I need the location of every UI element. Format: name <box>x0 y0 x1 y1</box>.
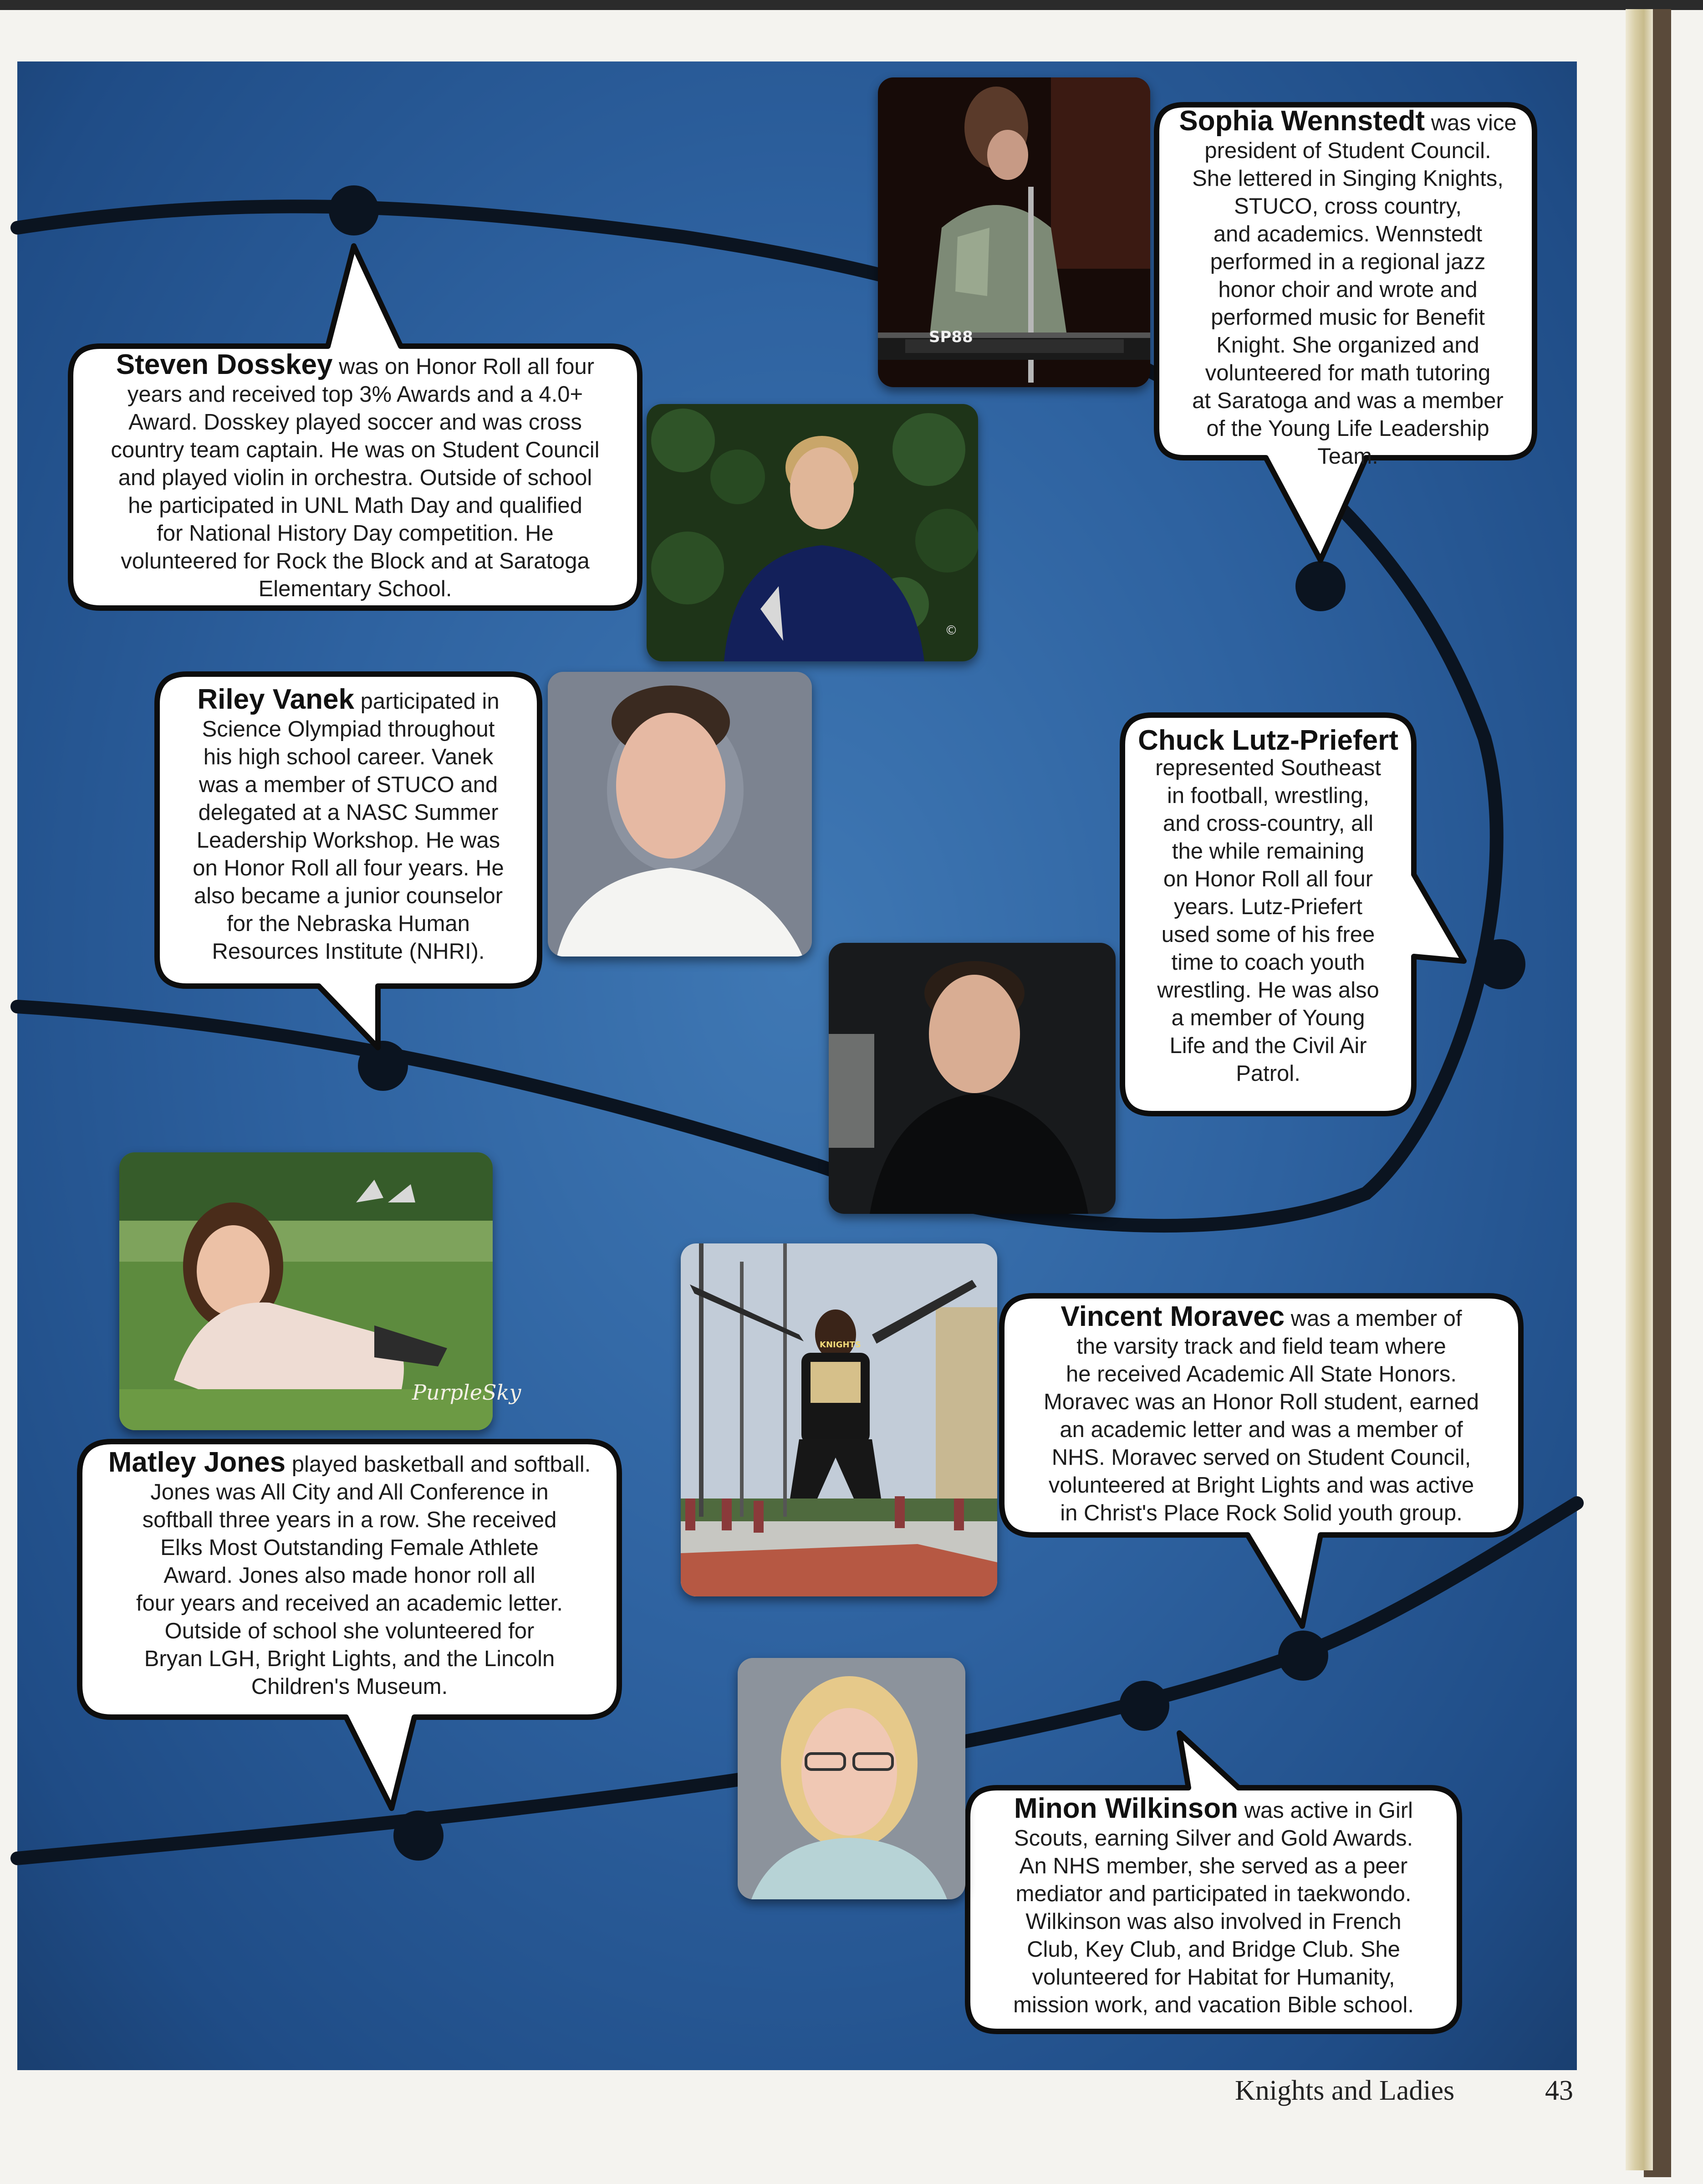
caption-text: was on Honor Roll all four <box>339 354 595 379</box>
caption-lutz-priefert <box>1127 726 1409 1088</box>
caption-text: STUCO, cross country, <box>1234 194 1462 219</box>
caption-text: country team captain. He was on Student Council <box>111 438 600 462</box>
photo-watermark: PurpleSky <box>412 1380 521 1405</box>
caption-text: and cross-country, all <box>1163 811 1374 836</box>
caption-text: honor choir and wrote and <box>1218 277 1478 302</box>
path-node-6 <box>1119 1681 1169 1731</box>
caption-text: four years and received an academic letter. <box>136 1591 563 1616</box>
caption-text: softball three years in a row. She received <box>142 1508 557 1532</box>
caption-text: president of Student Council. <box>1204 138 1491 163</box>
photo-copyright-mark: © <box>945 623 958 638</box>
caption-text: a member of Young <box>1171 1006 1365 1030</box>
caption-text: Elementary School. <box>258 577 452 601</box>
student-name: Riley Vanek <box>197 684 354 715</box>
caption-text: performed in a regional jazz <box>1210 250 1486 274</box>
caption-text: Award. Dosskey played soccer and was cross <box>128 410 582 435</box>
caption-text: he received Academic All State Honors. <box>1066 1362 1457 1386</box>
student-name: Vincent Moravec <box>1061 1301 1285 1332</box>
caption-line-0 <box>84 1448 615 1478</box>
jersey-text: KNIGHTS <box>820 1340 861 1350</box>
caption-text: for National History Day competition. He <box>157 521 554 546</box>
student-name: Chuck Lutz-Priefert <box>1138 725 1398 756</box>
caption-text: time to coach youth <box>1171 950 1365 975</box>
caption-text: An NHS member, she served as a peer <box>1019 1854 1408 1878</box>
caption-text: Wilkinson was also involved in French <box>1025 1909 1402 1934</box>
caption-text: on Honor Roll all four <box>1163 867 1373 891</box>
photo-dosskey <box>647 404 978 661</box>
caption-text: Outside of school she volunteered for <box>164 1619 535 1643</box>
caption-text: at Saratoga and was a member <box>1192 389 1504 413</box>
photo-lutz-priefert <box>829 943 1116 1214</box>
path-node-4 <box>358 1041 408 1091</box>
page-number: 43 <box>1545 2075 1573 2106</box>
caption-text: of the Young Life Leadership <box>1206 416 1489 441</box>
caption-text: volunteered for Rock the Block and at Saratoga <box>121 549 590 573</box>
caption-text: delegated at a NASC Summer <box>198 800 499 825</box>
caption-text: mission work, and vacation Bible school. <box>1013 1993 1414 2017</box>
caption-text: was active in Girl <box>1244 1798 1413 1823</box>
caption-text: volunteered for Habitat for Humanity, <box>1032 1965 1395 1990</box>
caption-text: Leadership Workshop. He was <box>196 828 500 853</box>
caption-text: years and received top 3% Awards and a 4.0+ <box>127 382 583 407</box>
photo-wilkinson <box>738 1658 965 1899</box>
photo-wennstedt-singing <box>878 77 1150 387</box>
caption-dosskey <box>75 351 635 603</box>
caption-text: was vice <box>1431 111 1517 135</box>
caption-text: Science Olympiad throughout <box>202 717 495 742</box>
caption-text: he participated in UNL Math Day and qualified <box>128 493 582 518</box>
caption-text: NHS. Moravec served on Student Council, <box>1051 1445 1471 1470</box>
caption-moravec <box>1006 1303 1516 1527</box>
caption-text: the while remaining <box>1172 839 1365 864</box>
caption-line-0 <box>972 1795 1455 1825</box>
caption-text: represented Southeast <box>1155 756 1381 780</box>
photo-moravec-longjump <box>681 1243 997 1596</box>
student-name: Matley Jones <box>108 1447 286 1478</box>
path-node-2 <box>1295 561 1346 611</box>
caption-text: performed music for Benefit <box>1211 305 1485 330</box>
caption-text: Knight. She organized and <box>1216 333 1479 358</box>
section-title: Knights and Ladies <box>1235 2075 1455 2106</box>
caption-line-0 <box>1006 1303 1516 1333</box>
path-node-1 <box>329 185 379 235</box>
caption-text: participated in <box>360 689 500 714</box>
caption-text: and academics. Wennstedt <box>1213 222 1483 246</box>
caption-text: Elks Most Outstanding Female Athlete <box>160 1535 539 1560</box>
caption-text: Award. Jones also made honor roll all <box>163 1563 535 1588</box>
caption-text: volunteered at Bright Lights and was active <box>1048 1473 1474 1498</box>
caption-text: She lettered in Singing Knights, <box>1192 166 1504 191</box>
caption-text: Patrol. <box>1236 1061 1300 1086</box>
photo-vanek <box>548 672 812 956</box>
caption-text: years. Lutz-Priefert <box>1174 895 1362 919</box>
caption-text: and played violin in orchestra. Outside of school <box>118 465 592 490</box>
caption-text: Moravec was an Honor Roll student, earned <box>1043 1390 1479 1414</box>
caption-text: was a member of STUCO and <box>199 772 498 797</box>
caption-text: in football, wrestling, <box>1167 783 1369 808</box>
caption-jones <box>84 1448 615 1701</box>
caption-text: Scouts, earning Silver and Gold Awards. <box>1014 1826 1413 1851</box>
student-name: Minon Wilkinson <box>1014 1793 1238 1824</box>
caption-text: volunteered for math tutoring <box>1205 361 1491 385</box>
caption-text: wrestling. He was also <box>1157 978 1379 1002</box>
caption-text: for the Nebraska Human <box>227 911 470 936</box>
caption-text: an academic letter and was a member of <box>1060 1417 1463 1442</box>
caption-text: his high school career. Vanek <box>203 745 494 769</box>
caption-text: also became a junior counselor <box>194 884 503 908</box>
caption-line-0 <box>162 685 535 716</box>
caption-wilkinson <box>972 1795 1455 2019</box>
caption-vanek <box>162 685 535 966</box>
caption-line-0 <box>75 351 635 381</box>
caption-text: Children's Museum. <box>251 1674 448 1699</box>
caption-text: Resources Institute (NHRI). <box>212 939 485 964</box>
caption-wennstedt <box>1166 107 1530 471</box>
caption-text: mediator and participated in taekwondo. <box>1015 1882 1412 1906</box>
path-node-3 <box>1475 939 1525 989</box>
caption-text: the varsity track and field team where <box>1076 1334 1446 1359</box>
caption-text: Club, Key Club, and Bridge Club. She <box>1027 1937 1400 1962</box>
keyboard-label: SP88 <box>929 328 973 346</box>
path-node-5 <box>1278 1631 1328 1681</box>
caption-text: was a member of <box>1290 1306 1462 1331</box>
caption-text: played basketball and softball. <box>291 1452 591 1477</box>
caption-text: Jones was All City and All Conference in <box>150 1480 549 1504</box>
caption-text: Team. <box>1317 444 1378 469</box>
student-name: Steven Dosskey <box>116 349 333 380</box>
caption-text: Bryan LGH, Bright Lights, and the Lincoln <box>144 1647 555 1671</box>
caption-line-0 <box>1166 107 1530 137</box>
student-name: Sophia Wennstedt <box>1179 105 1425 137</box>
caption-text: in Christ's Place Rock Solid youth group. <box>1060 1501 1463 1525</box>
caption-text: on Honor Roll all four years. He <box>193 856 504 880</box>
path-node-7 <box>393 1811 444 1861</box>
caption-text: used some of his free <box>1161 922 1375 947</box>
caption-text: Life and the Civil Air <box>1169 1033 1367 1058</box>
